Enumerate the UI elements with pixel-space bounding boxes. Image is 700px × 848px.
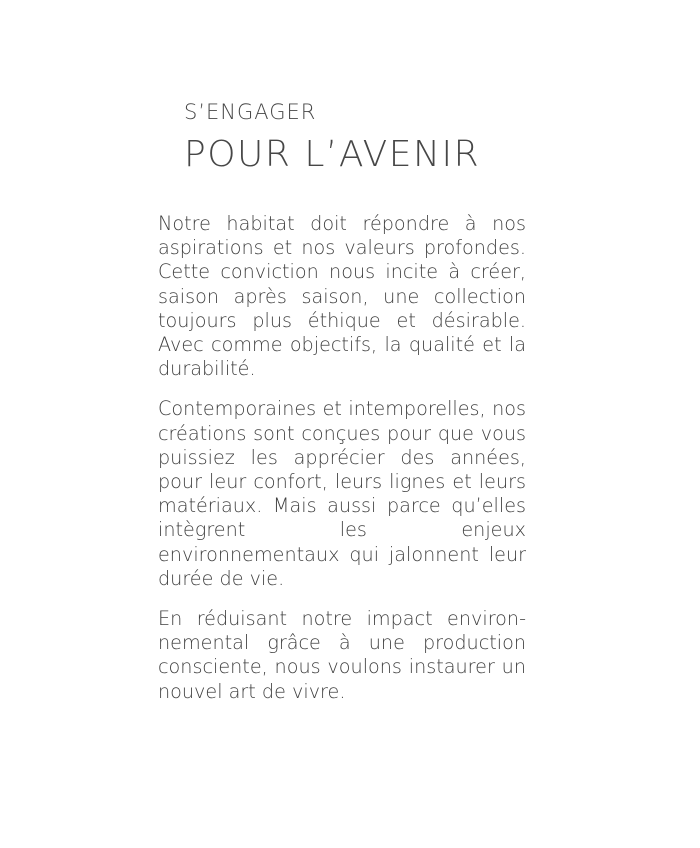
paragraph-1: Notre habitat doit répondre à nos aspirations et nos valeurs profondes. Cette conviction nous incite à créer, saison après saison, une collection toujours plus éthique et désirable. Avec comme objectifs, la qualité et la durabilité. [158,212,526,381]
section-kicker: S’ENGAGER [184,100,317,124]
page-title: POUR L’AVENIR [184,134,481,175]
paragraph-3: En réduisant notre impact environnemental grâce à une production consciente, nous voulons instaurer un nouvel art de vivre. [158,607,526,703]
paragraph-2: Contemporaines et intemporelles, nos créations sont conçues pour que vous puissiez les apprécier des années, pour leur confort, leurs lignes et leurs matériaux. Mais aussi parce qu’elles intègrent les enjeux environnementaux qui jalonnent leur durée de vie. [158,397,526,590]
body-text [158,212,526,704]
